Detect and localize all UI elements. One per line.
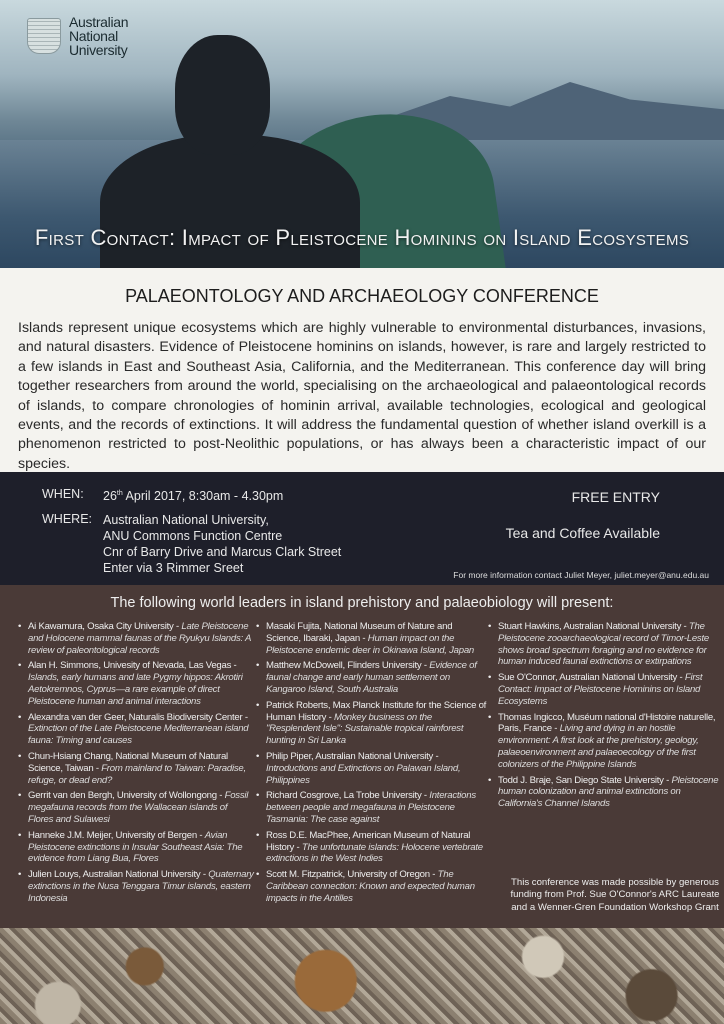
speaker-name: Hanneke J.M. Meijer, University of Bergen - — [28, 829, 205, 841]
speaker-item — [18, 790, 254, 825]
speaker-item — [18, 751, 254, 786]
speaker-item — [18, 621, 254, 656]
talk-title: Interactions between people and megafauna in Pleistocene Tasmania: The case against — [266, 790, 476, 825]
intro-section — [0, 268, 724, 472]
talk-title: Introductions and Extinctions on Palawan Island, Philippines — [266, 762, 461, 786]
talk-title: Quaternary extinctions in the Nusa Tenggara Timur islands, eastern Indonesia — [28, 869, 254, 904]
hero-image — [0, 0, 724, 268]
speaker-name: Philip Piper, Australian National University - — [266, 750, 439, 762]
talk-title: The Pleistocene zooarchaeological record of Timor-Leste shows broad spectrum foraging and no evidence for human induced faunal extinctions or extirpations — [498, 621, 709, 668]
talk-title: Human impact on the Pleistocene endemic deer in Okinawa Island, Japan — [266, 632, 475, 656]
talk-title: Extinction of the Late Pleistocene Mediterranean island fauna: Timing and causes — [28, 723, 249, 747]
speaker-item — [256, 751, 488, 786]
where-label: WHERE: — [42, 512, 92, 526]
speaker-item — [256, 700, 488, 747]
speaker-name: Gerrit van den Bergh, University of Wollongong - — [28, 790, 225, 802]
contact-info: For more information contact Juliet Meyer, juliet.meyer@anu.edu.au — [453, 570, 709, 580]
talk-title: Late Pleistocene and Holocene mammal faunas of the Ryukyu Islands: A review of paleontological records — [28, 621, 251, 656]
speakers-heading: The following world leaders in island prehistory and palaeobiology will present: — [110, 595, 614, 611]
speaker-item — [18, 712, 254, 747]
talk-title: Monkey business on the "Resplendent Isle": Sustainable tropical rainforest hunting in Sri Lanka — [266, 711, 464, 747]
talk-title: Living and dying in an hostile environment: A first look at the prehistory, geology, palaeoenvironment and palaeoecology of the first colonizers of the Philippine Islands — [498, 723, 699, 770]
conference-heading: PALAEONTOLOGY AND ARCHAEOLOGY CONFERENCE — [125, 286, 599, 306]
speaker-name: Alexandra van der Geer, Naturalis Biodiversity Center - — [28, 711, 248, 723]
talk-title: Fossil megafauna records from the Wallacean islands of Flores and Sulawesi — [28, 790, 249, 825]
tea-coffee: Tea and Coffee Available — [505, 525, 660, 541]
logo-text: National — [69, 28, 118, 44]
speaker-item — [256, 869, 488, 904]
speaker-name: Todd J. Braje, San Diego State University - — [498, 774, 672, 786]
speaker-column — [256, 621, 488, 909]
speaker-item — [256, 790, 488, 825]
speaker-name: Julien Louys, Australian National University - — [28, 869, 209, 881]
speaker-name: Alan H. Simmons, Univesity of Nevada, Las Vegas - — [28, 660, 237, 672]
when-value: 26th April 2017, 8:30am - 4.30pm — [103, 489, 284, 504]
talk-title: Evidence of faunal change and early human settlement on Kangaroo Island, South Australia — [266, 660, 477, 695]
speaker-item — [256, 621, 488, 656]
speaker-name: Stuart Hawkins, Australian National University - — [498, 621, 689, 632]
anu-logo — [27, 15, 128, 57]
speaker-name: Sue O'Connor, Australian National University - — [498, 672, 685, 684]
talk-title: First Contact: Impact of Pleistocene Hominins on Island Ecosystems — [498, 672, 703, 707]
speaker-name: Chun-Hsiang Chang, National Museum of Natural Science, Taiwan - — [28, 750, 228, 774]
talk-title: From mainland to Taiwan: Paradise, refuge, or dead end? — [28, 762, 246, 786]
talk-title: The Caribbean connection: Known and expected human impacts in the Antilles — [266, 869, 475, 904]
speaker-item — [256, 830, 488, 865]
speaker-name: Thomas Ingicco, Muséum national d'Histoire naturelle, Paris, France - — [498, 711, 716, 735]
logo-text: Australian — [69, 14, 129, 30]
speaker-name: Richard Cosgrove, La Trobe University - — [266, 790, 430, 802]
where-value: Australian National University, ANU Commons Function Centre Cnr of Barry Drive and Marcus Clark Street Enter via 3 Rimmer Sreet — [103, 513, 342, 575]
event-info — [0, 472, 724, 585]
speaker-item — [488, 775, 720, 810]
free-entry: FREE ENTRY — [571, 489, 660, 505]
speaker-name: Ross D.E. MacPhee, American Museum of Natural History - — [266, 829, 471, 853]
speaker-name: Masaki Fujita, National Museum of Nature and Science, Ibaraki, Japan - — [266, 621, 453, 644]
speaker-name: Patrick Roberts, Max Planck Institute for the Science of Human History - — [266, 699, 487, 723]
speaker-column — [488, 621, 720, 814]
speaker-item — [256, 660, 488, 695]
logo-text: University — [69, 42, 128, 58]
speaker-item — [488, 672, 720, 707]
speaker-item — [18, 830, 254, 865]
crest-icon — [27, 18, 61, 54]
speaker-name: Scott M. Fitzpatrick, University of Oregon - — [266, 869, 438, 881]
talk-title: The unfortunate islands: Holocene vertebrate extinctions in the West Indies — [266, 841, 483, 865]
speaker-name: Ai Kawamura, Osaka City University - — [28, 621, 182, 632]
intro-text: Islands represent unique ecosystems which are highly vulnerable to environmental disturbances, invasions, and natural disasters. Evidence of Pleistocene hominins on islands, however, is rare and largely restricted to a few islands in East and Southeast Asia, California, and the Mediterranean. This conference day will bring together researchers from around the world, specialising on the archaeological and palaeontological records of islands, to compare chronologies of hominin arrival, available technologies, ecological and geological events, and the records of extinctions. It will address the fundamental question of whether island overkill is a phenomenon restricted to post-Neolithic populations, or has always been a characteristic impact of our species. — [18, 320, 706, 472]
when-label: WHEN: — [42, 487, 84, 501]
speaker-column — [18, 621, 254, 909]
talk-title: Pleistocene human colonization and animal extinctions on California's Channel Islands — [498, 774, 719, 810]
speaker-name: Matthew McDowell, Flinders University - — [266, 660, 430, 672]
speaker-item — [18, 869, 254, 904]
funding-note: This conference was made possible by generous funding from Prof. Sue O'Connor's ARC Laureate and a Wenner-Gren Foundation Workshop Grant — [510, 877, 720, 913]
talk-title: Avian Pleistocene extinctions in Insular Southeast Asia: The evidence from Liang Bua, Flores — [28, 829, 243, 865]
speaker-item — [488, 621, 720, 668]
speaker-item — [18, 660, 254, 707]
talk-title: Islands, early humans and late Pygmy hippos: Akrotiri Aetokremnos, Cyprus—a rare example of direct Pleistocene human and animal interactions — [28, 672, 243, 707]
speaker-item — [488, 712, 720, 771]
speakers-section — [0, 585, 724, 928]
poster-title: First Contact: Impact of Pleistocene Hominins on Island Ecosystems — [34, 225, 690, 250]
rock-sediment-image — [0, 928, 724, 1024]
